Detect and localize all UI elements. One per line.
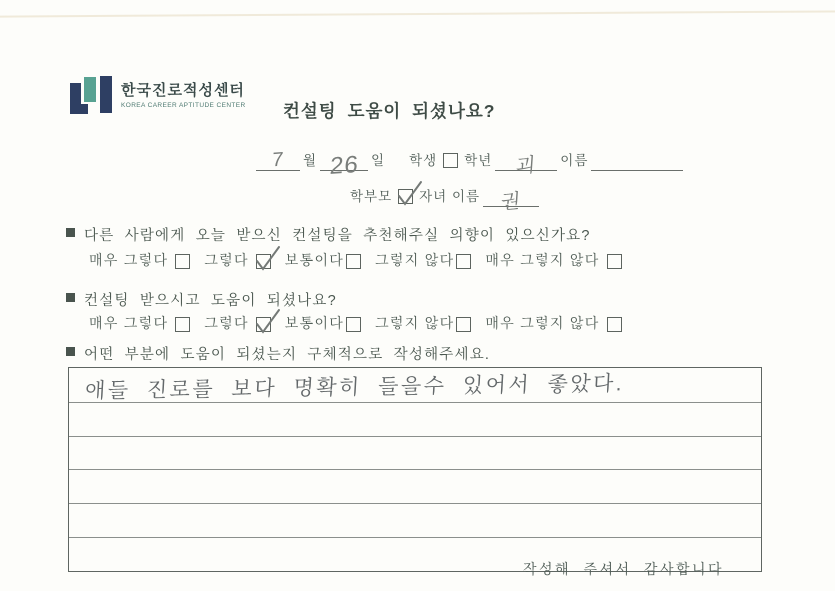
option-label: 매우 그렇지 않다 <box>485 252 600 268</box>
thanks-note: 작성해 주셔서 감사합니다 <box>523 561 725 577</box>
option-label: 그렇다 <box>204 315 249 331</box>
answer-line <box>69 503 761 537</box>
answer-line <box>69 469 761 503</box>
grade-handwritten-value: 괴 <box>515 154 538 178</box>
option-label: 그렇다 <box>204 252 249 268</box>
question-2 <box>66 289 337 310</box>
option-neutral <box>285 313 361 334</box>
option-disagree <box>375 250 471 271</box>
option-checkbox <box>607 254 622 269</box>
name-field <box>591 146 683 171</box>
option-very-agree <box>89 313 190 334</box>
info-line-parent <box>347 182 539 214</box>
question-1-prompt: 다른 사람에게 오늘 받으신 컨설팅을 추천해주실 의향이 있으신가요? <box>84 228 591 244</box>
option-checkbox <box>456 317 471 332</box>
option-checkbox <box>346 254 361 269</box>
option-label: 매우 그렇다 <box>89 315 169 331</box>
day-field <box>320 146 368 180</box>
option-very-disagree <box>485 250 621 271</box>
student-label: 학생 <box>409 153 438 168</box>
info-line-date-student <box>256 146 683 180</box>
question-3 <box>66 343 490 364</box>
option-checkbox <box>607 317 622 332</box>
option-checkbox <box>175 254 190 269</box>
check-mark-icon <box>253 242 283 272</box>
brand-name: 한국진로적성센터 <box>121 82 245 99</box>
option-label: 보통이다 <box>284 252 345 268</box>
parent-label: 학부모 <box>350 189 393 204</box>
day-handwritten-value: 26 <box>328 151 360 180</box>
option-checkbox <box>175 317 190 332</box>
option-label: 그렇지 않다 <box>375 315 455 331</box>
bullet-square-icon <box>66 293 75 302</box>
option-agree <box>204 313 270 334</box>
name-label: 이름 <box>560 153 589 168</box>
answer-line <box>69 402 761 436</box>
check-mark-icon <box>395 177 425 207</box>
option-checkbox <box>456 254 471 269</box>
logo-shape-right <box>100 76 112 113</box>
brand-subtitle: KOREA CAREER APTITUDE CENTER <box>121 102 246 109</box>
page-title: 컨설팅 도움이 되셨나요? <box>283 101 496 121</box>
option-disagree <box>375 313 471 334</box>
grade-label: 학년 <box>464 153 493 168</box>
answer-line <box>69 368 761 402</box>
bullet-square-icon <box>66 228 75 237</box>
answer-line <box>69 436 761 470</box>
option-label: 보통이다 <box>284 315 345 331</box>
option-checkbox-checked <box>256 254 271 269</box>
parent-checkbox <box>398 189 413 204</box>
child-name-field <box>483 182 539 214</box>
logo-shape-left <box>70 83 81 114</box>
option-label: 그렇지 않다 <box>375 252 455 268</box>
option-checkbox-checked <box>256 317 271 332</box>
option-label: 매우 그렇지 않다 <box>485 315 600 331</box>
option-checkbox <box>346 317 361 332</box>
question-1-options <box>89 250 636 271</box>
question-3-prompt: 어떤 부분에 도움이 되셨는지 구체적으로 작성해주세요. <box>84 347 491 363</box>
option-agree <box>204 250 270 271</box>
handwritten-answer: 애들 진로를 보다 명확히 들을수 있어서 좋았다. <box>84 372 625 403</box>
option-very-agree <box>89 250 190 271</box>
brand-logo <box>70 76 246 116</box>
logo-icon <box>70 76 112 116</box>
bullet-square-icon <box>66 347 75 356</box>
option-neutral <box>285 250 361 271</box>
day-label: 일 <box>371 153 386 168</box>
student-checkbox <box>443 153 458 168</box>
child-name-handwritten-value: 권 <box>499 190 522 214</box>
month-label: 월 <box>303 153 318 168</box>
month-field <box>256 146 300 171</box>
question-2-options <box>89 313 636 334</box>
brand-text <box>121 76 246 109</box>
logo-shape-foot <box>81 104 88 114</box>
option-very-disagree <box>485 313 621 334</box>
question-2-prompt: 컨설팅 받으시고 도움이 되셨나요? <box>84 293 337 309</box>
child-name-label: 자녀 이름 <box>419 189 481 204</box>
logo-shape-teal <box>84 77 96 102</box>
option-label: 매우 그렇다 <box>89 252 169 268</box>
check-mark-icon <box>253 305 283 335</box>
answer-box <box>68 367 762 572</box>
grade-field <box>495 146 557 178</box>
month-handwritten-value: 7 <box>271 148 285 172</box>
question-1 <box>66 224 591 245</box>
scan-artifact-line <box>0 10 835 17</box>
